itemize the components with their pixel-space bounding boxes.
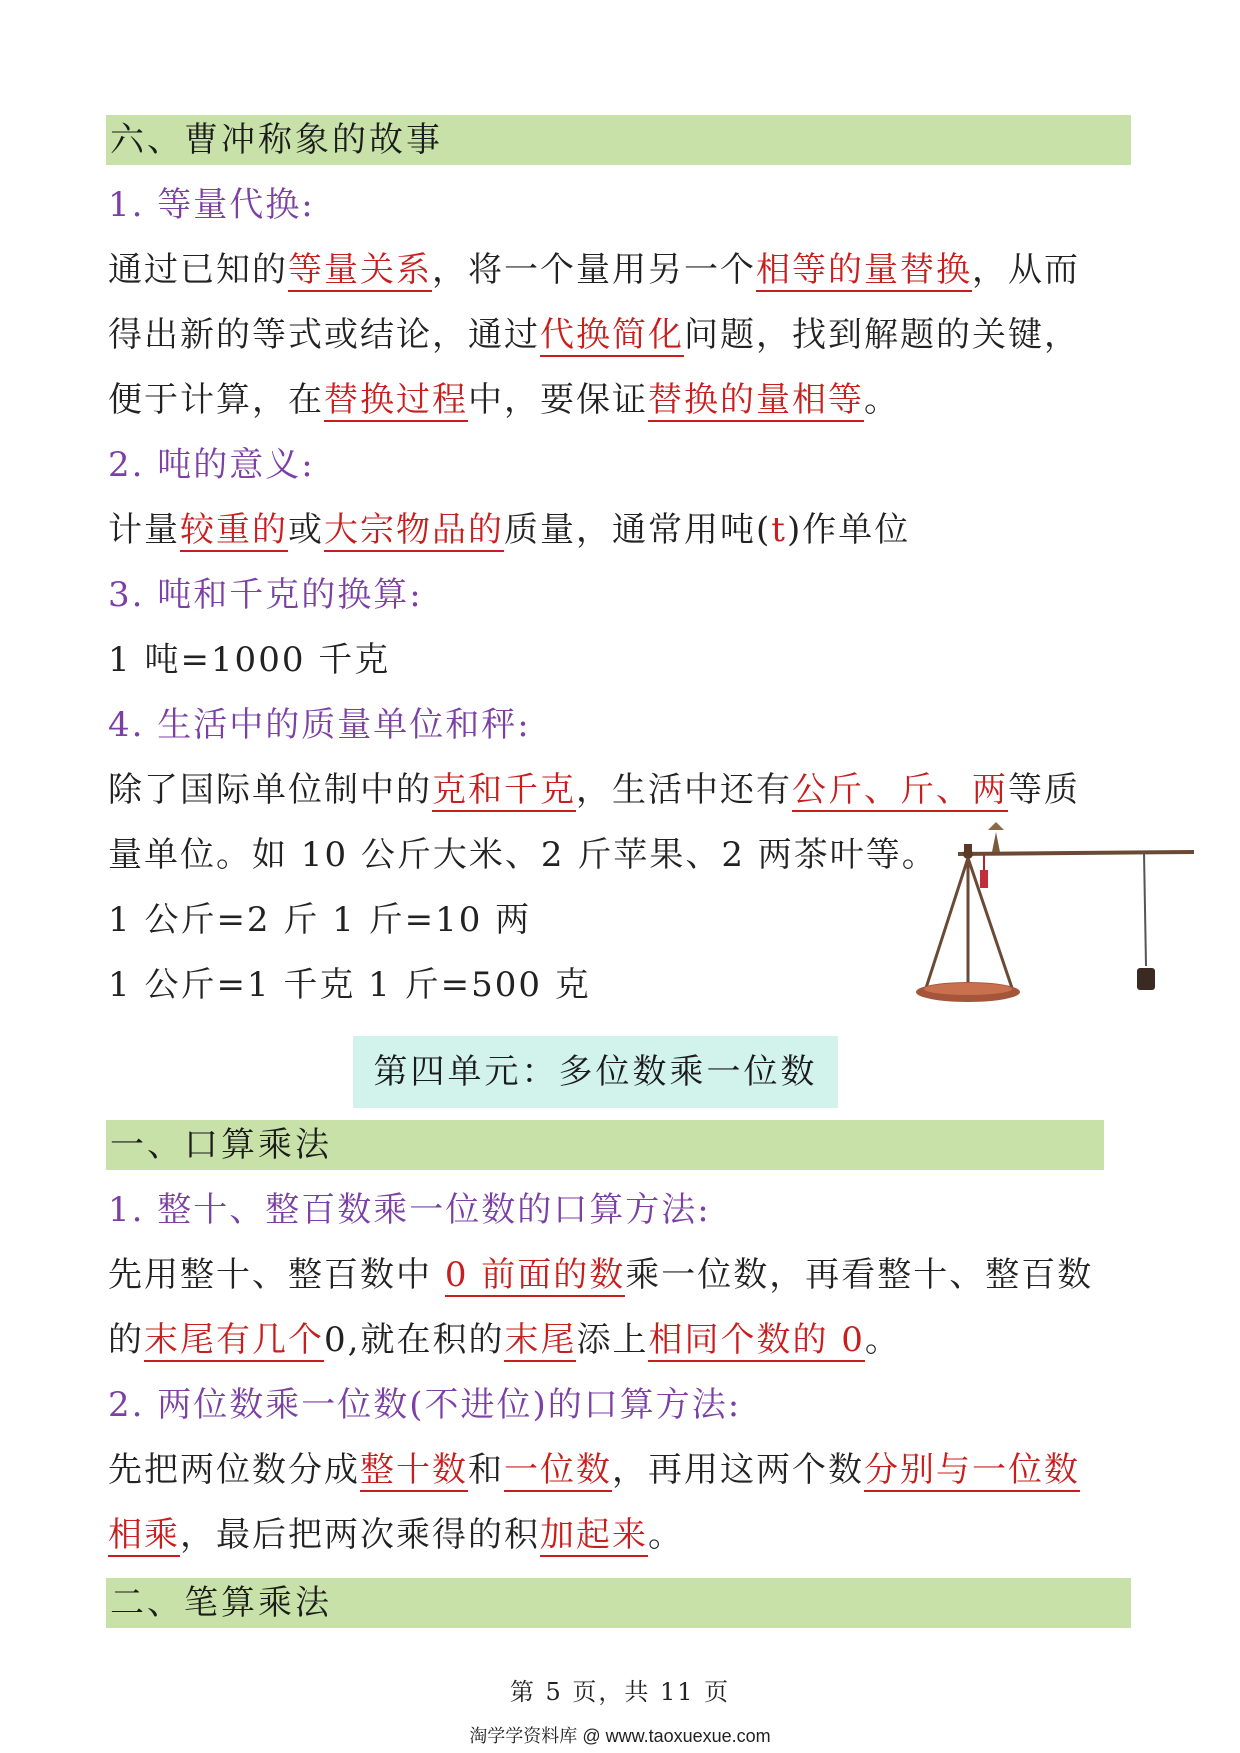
text-run: 通过已知的 [108,250,288,290]
body-line [108,1510,684,1560]
subsection-title: 1. 等量代换: [108,185,315,225]
key-symbol: t [771,510,787,550]
text-run: 先把两位数分成 [108,1450,360,1490]
key-phrase: 相等的量替换 [756,250,972,290]
text-run: ，从而 [972,250,1080,290]
text-run: 添上 [576,1320,649,1360]
body-line [108,765,1080,815]
key-phrase: 大宗物品的 [324,510,504,550]
subsection-title: 2. 两位数乘一位数(不进位)的口算方法: [108,1385,742,1425]
subsection-title: 1. 整十、整百数乘一位数的口算方法: [108,1190,711,1230]
body-line [108,1315,901,1365]
text-run: 1 公斤=1 千克 1 斤=500 克 [108,965,591,1005]
text-run: 。 [864,1320,901,1360]
text-run: 乘一位数，再看整十、整百数 [625,1255,1094,1295]
key-phrase: 等量关系 [288,250,432,290]
key-phrase: 末尾有几个 [144,1320,324,1360]
key-phrase: 替换过程 [324,380,468,420]
body-line [108,310,1080,360]
text-run: )作单位 [786,510,911,550]
text-run: 或 [288,510,324,550]
steelyard-scale-icon [908,820,1198,1020]
text-run: 和 [468,1450,504,1490]
body-line [108,960,591,1010]
unit-title: 第四单元：多位数乘一位数 [353,1036,838,1108]
section-heading: 一、口算乘法 [106,1120,1104,1170]
body-line [108,635,390,685]
text-run: 先用整十、整百数中 [108,1255,445,1295]
text-run: 1 公斤=2 斤 1 斤=10 两 [108,900,532,940]
key-phrase: 较重的 [180,510,288,550]
key-phrase: 代换简化 [540,315,684,355]
key-phrase: 整十数 [360,1450,468,1490]
text-run: 的 [108,1320,144,1360]
text-run: 问题，找到解题的关键， [684,315,1080,355]
page-number: 第 5 页，共 11 页 [509,1678,731,1706]
key-phrase: 替换的量相等 [648,380,864,420]
text-run: ，将一个量用另一个 [432,250,756,290]
text-run: 0,就在积的 [324,1320,505,1360]
body-line [108,830,938,880]
body-line [108,895,531,945]
text-run: 1 吨=1000 千克 [108,640,391,680]
text-run: 得出新的等式或结论，通过 [108,315,540,355]
key-phrase: 一位数 [504,1450,612,1490]
text-run: 计量 [108,510,180,550]
key-phrase: 加起来 [540,1515,648,1555]
key-phrase: 公斤、斤、两 [792,770,1008,810]
key-phrase: 0 前面的数 [444,1255,626,1295]
body-line [108,1250,1093,1300]
text-run: ，生活中还有 [576,770,792,810]
key-phrase: 相同个数的 0 [648,1320,865,1360]
text-run: 量单位。如 10 公斤大米、2 斤苹果、2 两茶叶等。 [108,835,938,875]
subsection-title: 2. 吨的意义: [108,445,315,485]
body-line [108,245,1080,295]
text-run: ，最后把两次乘得的积 [180,1515,540,1555]
text-run: ，再用这两个数 [612,1450,864,1490]
section-heading: 六、曹冲称象的故事 [106,115,1131,165]
section-heading: 二、笔算乘法 [106,1578,1131,1628]
key-phrase: 分别与一位数 [864,1450,1080,1490]
text-run: 。 [864,380,900,420]
key-phrase: 末尾 [504,1320,577,1360]
body-line [108,375,900,425]
text-run: 中，要保证 [468,380,648,420]
body-line [108,505,910,555]
key-phrase: 克和千克 [432,770,576,810]
text-run: 便于计算，在 [108,380,324,420]
text-run: 除了国际单位制中的 [108,770,432,810]
watermark: 淘学学资料库 @ www.taoxuexue.com [469,1726,771,1746]
text-run: 。 [648,1515,684,1555]
text-run: 质量，通常用吨( [504,510,772,550]
subsection-title: 4. 生活中的质量单位和秤: [108,705,531,745]
key-phrase: 相乘 [108,1515,180,1555]
text-run: 等质 [1008,770,1080,810]
subsection-title: 3. 吨和千克的换算: [108,575,423,615]
body-line [108,1445,1080,1495]
